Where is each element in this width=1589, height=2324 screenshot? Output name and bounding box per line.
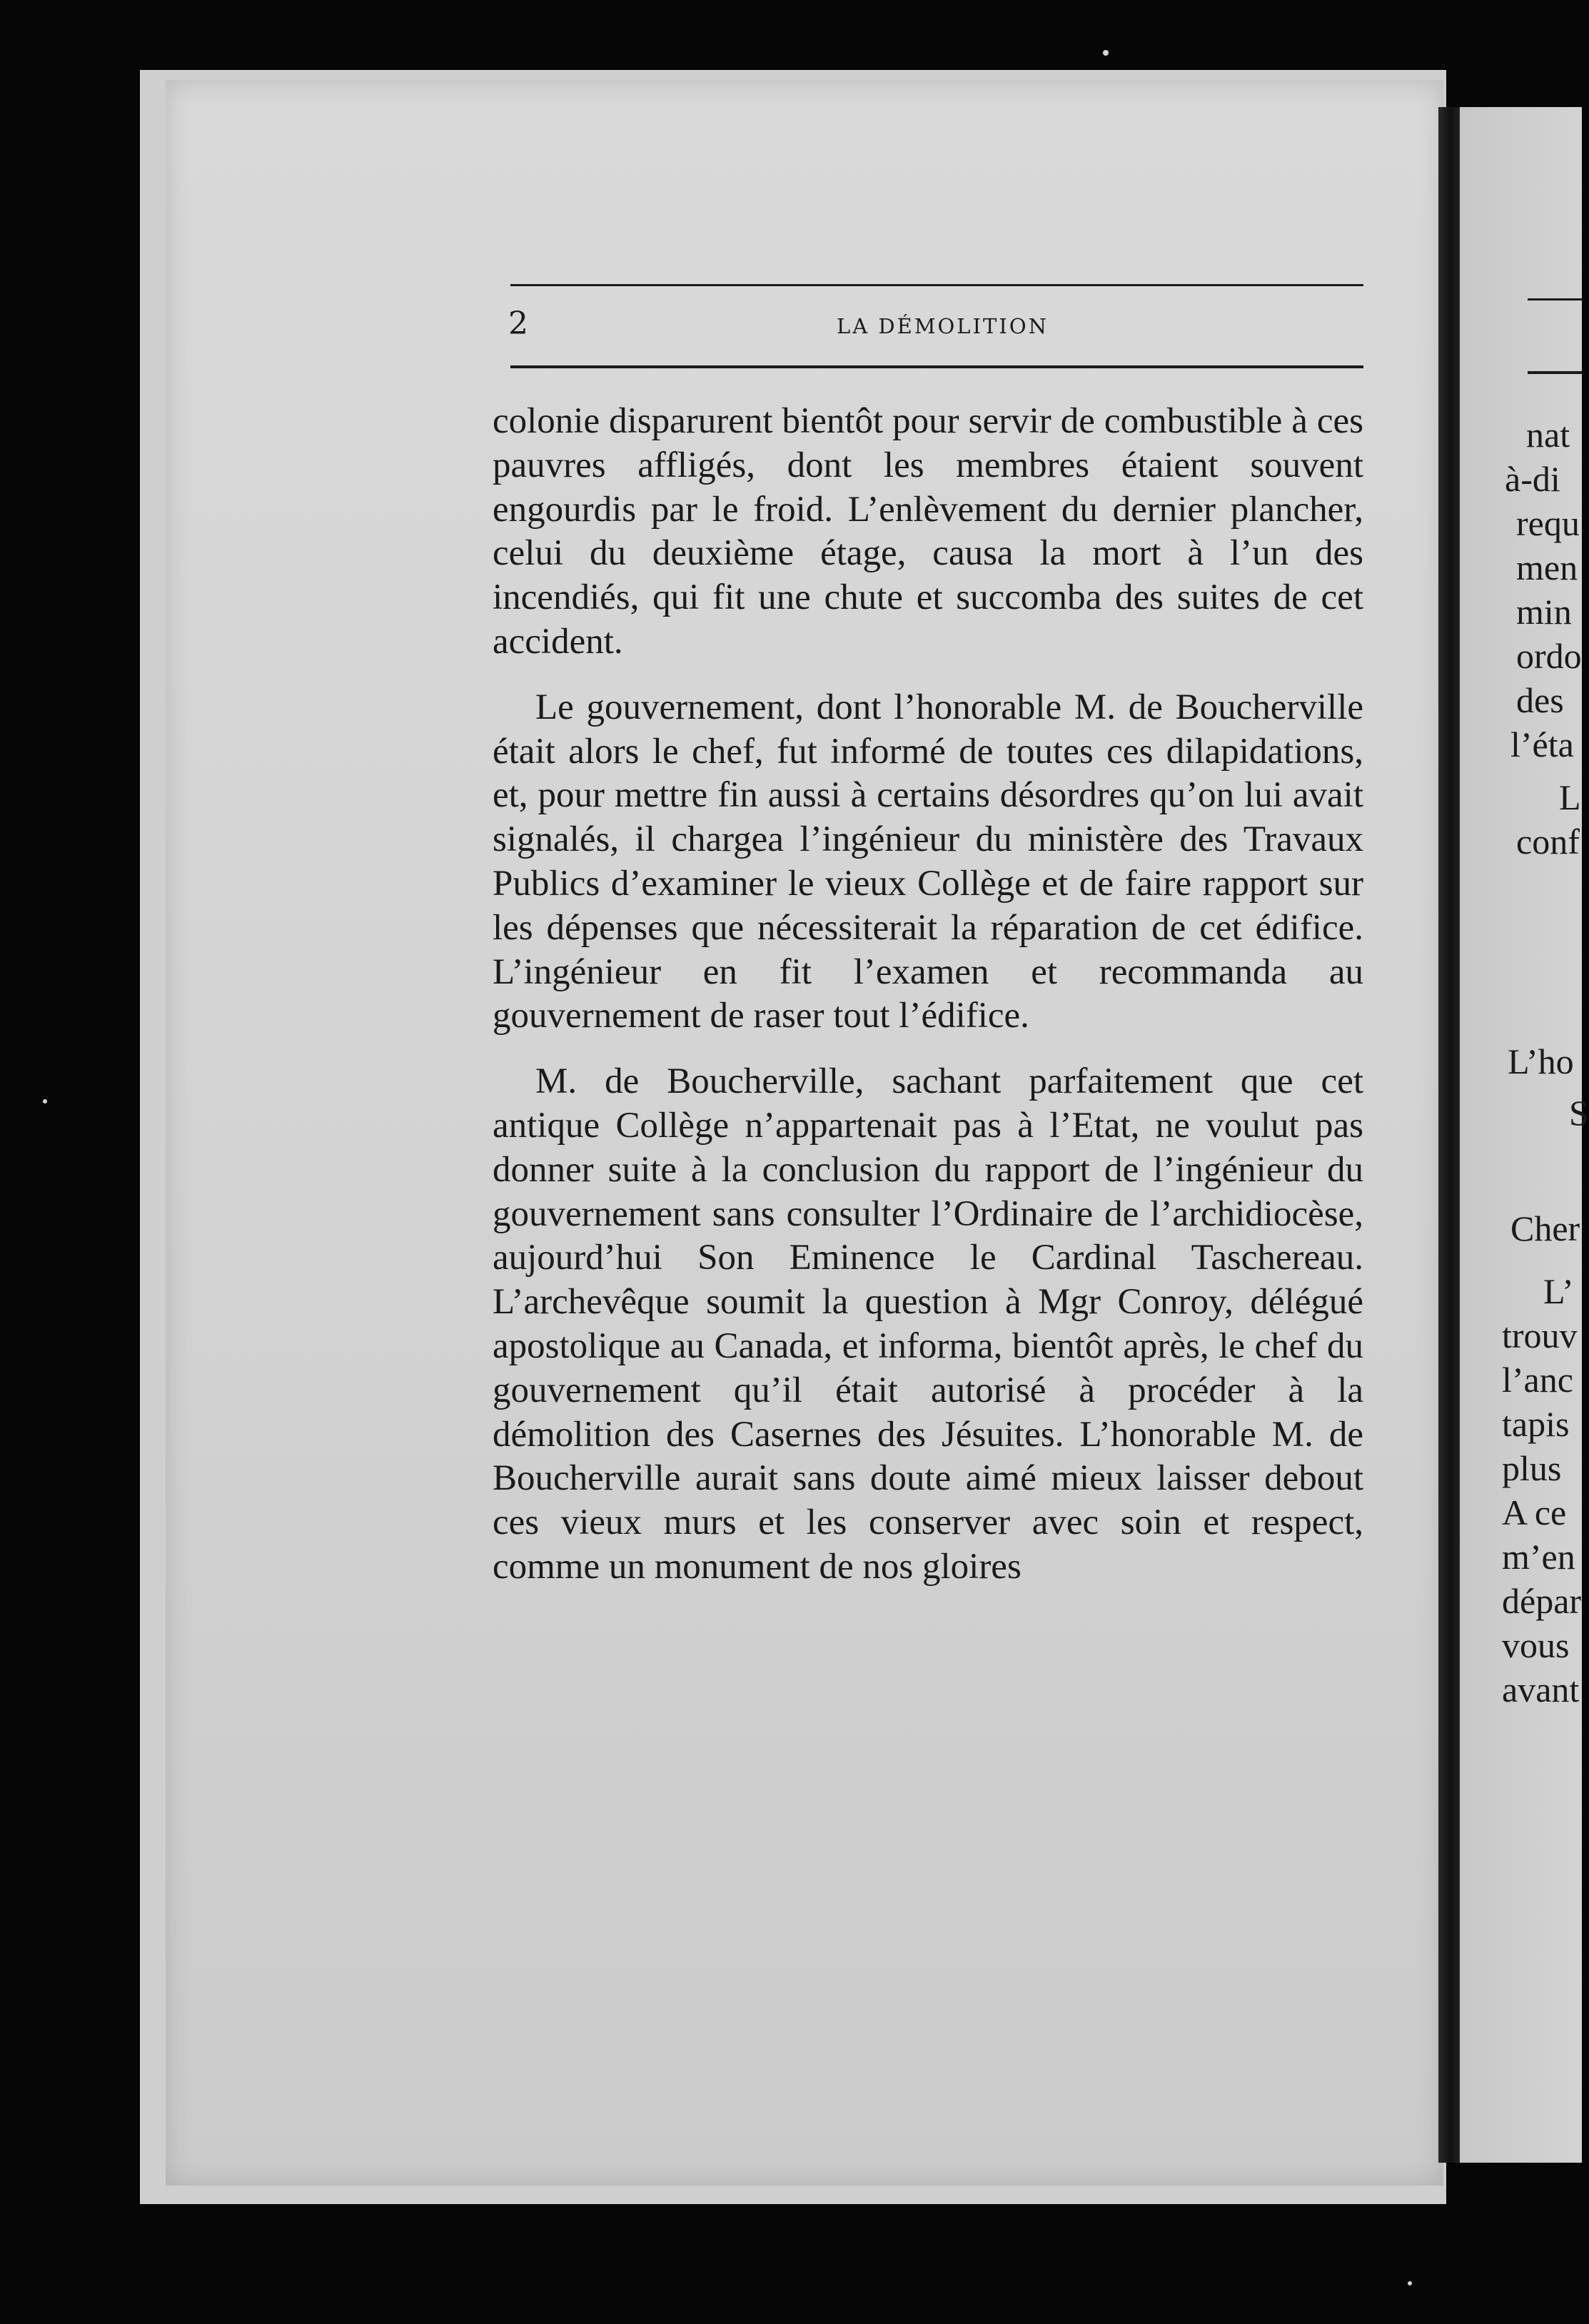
facing-fragment: L — [1559, 777, 1581, 817]
facing-fragment: nat — [1526, 415, 1570, 455]
facing-fragment: plus — [1502, 1448, 1562, 1488]
facing-fragment: vous — [1502, 1625, 1570, 1665]
book-gutter — [1438, 107, 1460, 2163]
facing-fragment: S — [1569, 1093, 1589, 1133]
facing-fragment: requ — [1516, 503, 1580, 543]
running-header — [508, 305, 1358, 350]
facing-fragment: A ce — [1502, 1492, 1567, 1532]
scan-speck — [1328, 121, 1332, 128]
facing-fragment: tapis — [1502, 1404, 1570, 1444]
facing-fragment: men — [1516, 547, 1578, 587]
scan-speck — [43, 1099, 47, 1103]
facing-fragment: m’en — [1502, 1537, 1575, 1577]
paragraph-3: M. de Boucherville, sachant parfaitement que cet antique Collège n’appartenait pas à l’Etat, ne voulut pas donner suite à la conclusion du rapport de l’ingénieur du gouvernement sans consulter l’Ordinaire de l’archidiocèse, aujourd’hui Son Eminence le Cardinal Taschereau. L’archevêque soumit la question à Mgr Conroy, délégué apostolique au Canada, et informa, bientôt après, le chef du gouvernement qu’il était autorisé à procéder à la démolition des Casernes des Jésuites. L’honorable M. de Boucherville aurait sans doute aimé mieux laisser debout ces vieux murs et les conserver avec soin et respect, comme un monument de nos gloires — [493, 1061, 1363, 1587]
header-rule-bottom — [510, 365, 1363, 368]
header-rule-top — [510, 284, 1363, 286]
paragraph-2: Le gouvernement, dont l’honorable M. de Boucherville était alors le chef, fut informé de toutes ces dilapidations, et, pour mettre fin aussi à certains désordres qu’on lui avait signalés, il chargea l’ingénieur du ministère des Travaux Publics d’examiner le vieux Collège et de faire rapport sur les dépenses que nécessiterait la réparation de cet édifice. L’ingénieur en fit l’examen et recommanda au gouvernement de raser tout l’édifice. — [493, 687, 1363, 1036]
facing-fragment: l’anc — [1502, 1360, 1573, 1400]
facing-fragment: conf — [1516, 822, 1580, 862]
facing-fragment: avant — [1502, 1669, 1580, 1709]
facing-header-rule-top — [1528, 298, 1582, 300]
scan-speck — [1408, 2281, 1412, 2285]
facing-fragment: dépar — [1502, 1581, 1582, 1621]
facing-fragment: des — [1516, 680, 1564, 720]
facing-fragment: à-di — [1505, 459, 1560, 499]
facing-fragment: min — [1516, 592, 1572, 632]
page-number: 2 — [508, 305, 528, 342]
scan-speck — [1103, 50, 1109, 56]
body-text — [493, 400, 1363, 1611]
facing-fragment: trouv — [1502, 1315, 1578, 1355]
running-title: LA DÉMOLITION — [837, 314, 1049, 338]
facing-fragment: L’ho — [1508, 1041, 1574, 1081]
facing-fragment: ordo — [1516, 636, 1582, 676]
facing-fragment: l’éta — [1510, 724, 1574, 764]
facing-header-rule-bottom — [1528, 371, 1582, 374]
facing-fragment: L’ — [1543, 1271, 1574, 1311]
paragraph-1: colonie disparurent bientôt pour servir de combustible à ces pauvres affligés, dont les membres étaient souvent engourdis par le froid. L’enlèvement du dernier plancher, celui du deuxième étage, causa la mort à l’un des incendiés, qui fit une chute et succomba des suites de cet accident. — [493, 401, 1363, 662]
facing-fragment: Cher — [1510, 1208, 1580, 1248]
